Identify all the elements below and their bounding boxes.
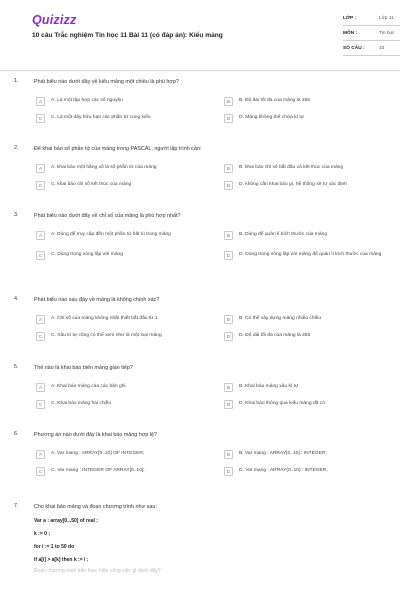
- option-text: A. Là một tập hợp các số nguyên: [51, 97, 123, 103]
- code-line: if a[i] > a[k] then k := i ;: [34, 557, 89, 563]
- option-text: A. Var mang : ARRAY[0..10] OF INTEGER;: [51, 450, 145, 456]
- option-letter: A: [36, 383, 45, 392]
- option-a[interactable]: [36, 447, 216, 461]
- option-b[interactable]: [224, 94, 400, 108]
- option-letter: C: [36, 181, 45, 190]
- answer-options: [36, 228, 400, 262]
- question-1: [14, 78, 400, 145]
- question-number: 5.: [14, 364, 19, 370]
- option-letter: D: [224, 400, 233, 409]
- meta-row-subject: [343, 29, 400, 41]
- option-text: D. không cần khai báo gì, hệ thống sẽ tự xác định: [239, 181, 347, 187]
- answer-options: [36, 380, 400, 411]
- page-title: 10 câu Trắc nghiệm Tin học 11 Bài 11 (có đáp án): Kiểu mảng: [32, 32, 223, 39]
- question-3: [14, 212, 400, 296]
- question-text: Để khai báo số phần tử của mảng trong PASCAL, người lập trình cần:: [34, 146, 202, 152]
- question-2: [14, 145, 400, 212]
- meta-value: Lớp 11: [379, 16, 394, 21]
- meta-value: 10: [379, 46, 385, 51]
- option-letter: B: [224, 164, 233, 173]
- meta-row-class: [343, 14, 400, 26]
- option-a[interactable]: [36, 312, 216, 326]
- option-text: D. Dùng trong vòng lặp với mảng để quản lí kích thước của mảng: [239, 251, 382, 257]
- quizizz-logo: Quizizz: [32, 13, 77, 27]
- question-text: Thế nào là khai báo biến mảng gián tiếp?: [34, 365, 133, 371]
- option-text: B. Khai báo mảng xâu kí tự: [239, 383, 299, 389]
- option-letter: B: [224, 97, 233, 106]
- option-letter: C: [36, 467, 45, 476]
- answer-options: [36, 312, 400, 343]
- question-list: [0, 78, 400, 591]
- option-letter: D: [224, 181, 233, 190]
- option-d[interactable]: [224, 464, 400, 478]
- option-text: B. Có thể xây dựng mảng nhiều chiều: [239, 315, 322, 321]
- option-text: C. Var mang : INTEGER OF ARRAY[0..10];: [51, 467, 145, 473]
- question-6: [14, 431, 400, 503]
- option-text: D. Độ dài tối đa của mảng là 255: [239, 332, 311, 338]
- option-letter: B: [224, 450, 233, 459]
- option-b[interactable]: [224, 312, 400, 326]
- option-c[interactable]: [36, 178, 216, 192]
- option-letter: C: [36, 400, 45, 409]
- code-line: Var a : array[0...50] of real ;: [34, 518, 98, 524]
- question-text: Cho khai báo mảng và đoạn chương trình như sau:: [34, 504, 157, 510]
- option-text: B. Dùng để quản lí kích thước của mảng: [239, 231, 328, 237]
- question-number: 7.: [14, 503, 19, 509]
- option-b[interactable]: [224, 161, 400, 175]
- option-letter: A: [36, 450, 45, 459]
- question-text-partial: Đoạn chương trình trên thực hiện công việc gì dưới đây?: [34, 568, 161, 574]
- meta-box: [343, 14, 400, 59]
- option-text: D. Khai báo thông qua kiểu mảng đã có: [239, 400, 325, 406]
- question-4: [14, 296, 400, 364]
- option-letter: B: [224, 383, 233, 392]
- option-letter: B: [224, 315, 233, 324]
- option-letter: A: [36, 315, 45, 324]
- meta-key: SỐ CÂU :: [343, 46, 365, 51]
- option-text: C. khai báo chỉ số kết thúc của mảng: [51, 181, 132, 187]
- question-number: 3.: [14, 212, 19, 218]
- option-letter: B: [224, 231, 233, 240]
- option-a[interactable]: [36, 161, 216, 175]
- option-c[interactable]: [36, 111, 216, 125]
- option-text: B. khai báo chỉ số bắt đầu và kết thúc của mảng: [239, 164, 344, 170]
- option-text: A. Khai báo mảng của các bản ghi: [51, 383, 126, 389]
- meta-row-count: [343, 44, 400, 56]
- option-text: B. Var mang : ARRAY[0..10] : INTEGER;: [239, 450, 327, 456]
- header-divider: [0, 70, 400, 71]
- option-letter: D: [224, 251, 233, 260]
- option-text: A. khai báo một hằng số là số phần tử của mảng: [51, 164, 157, 170]
- meta-key: LỚP :: [343, 16, 357, 21]
- option-d[interactable]: [224, 248, 400, 262]
- question-text: Phát biểu nào dưới đây về kiểu mảng một chiều là phù hợp?: [34, 79, 179, 85]
- question-number: 2.: [14, 145, 19, 151]
- option-text: C. Dùng trong vòng lặp với mảng: [51, 251, 123, 257]
- answer-options: [36, 161, 400, 192]
- question-number: 1.: [14, 78, 19, 84]
- option-letter: D: [224, 332, 233, 341]
- option-letter: A: [36, 231, 45, 240]
- option-letter: D: [224, 114, 233, 123]
- option-d[interactable]: [224, 178, 400, 192]
- question-number: 6.: [14, 431, 19, 437]
- option-text: C. Là một dãy hữu hạn các phần tử cùng kiểu: [51, 114, 151, 120]
- option-b[interactable]: [224, 228, 400, 242]
- meta-value: Tin học: [379, 31, 395, 36]
- option-d[interactable]: [224, 329, 400, 343]
- answer-options: [36, 94, 400, 125]
- answer-options: [36, 447, 400, 478]
- option-text: C. Xâu kí tự cũng có thể xem như là một loại mảng: [51, 332, 162, 338]
- option-letter: A: [36, 164, 45, 173]
- option-text: D. Var mang : ARRAY(0..10) : INTEGER;: [239, 467, 328, 473]
- option-b[interactable]: [224, 447, 400, 461]
- option-letter: C: [36, 114, 45, 123]
- option-letter: D: [224, 467, 233, 476]
- question-text: Phương án nào dưới đây là khai báo mảng hợp lệ?: [34, 432, 158, 438]
- option-text: C. Khai báo mảng hai chiều: [51, 400, 112, 406]
- option-a[interactable]: [36, 94, 216, 108]
- question-number: 4.: [14, 296, 19, 302]
- code-line: for i := 1 to 50 do: [34, 544, 75, 550]
- option-text: B. Độ dài tối đa của mảng là 255: [239, 97, 310, 103]
- option-letter: C: [36, 332, 45, 341]
- worksheet-header: [16, 0, 395, 70]
- option-a[interactable]: [36, 228, 216, 242]
- option-c[interactable]: [36, 397, 216, 411]
- option-letter: A: [36, 97, 45, 106]
- option-b[interactable]: [224, 380, 400, 394]
- option-c[interactable]: [36, 464, 216, 478]
- option-c[interactable]: [36, 329, 216, 343]
- option-text: A. Dùng để truy cập đến một phần tử bất kì trong mảng: [51, 231, 171, 237]
- question-7: [14, 503, 400, 591]
- option-a[interactable]: [36, 380, 216, 394]
- question-5: [14, 364, 400, 431]
- option-text: D. Mảng không thể chứa kí tự: [239, 114, 304, 120]
- code-line: k := 0 ;: [34, 531, 50, 537]
- question-text: Phát biểu nào sau đây về mảng là không chính xác?: [34, 297, 160, 303]
- option-d[interactable]: [224, 111, 400, 125]
- option-d[interactable]: [224, 397, 400, 411]
- option-text: A. Chỉ số của mảng không nhất thiết bắt đầu từ 1: [51, 315, 158, 321]
- meta-key: MÔN :: [343, 31, 358, 36]
- option-letter: C: [36, 251, 45, 260]
- option-c[interactable]: [36, 248, 216, 262]
- question-text: Phát biểu nào dưới đây về chỉ số của mảng là phù hợp nhất?: [34, 213, 181, 219]
